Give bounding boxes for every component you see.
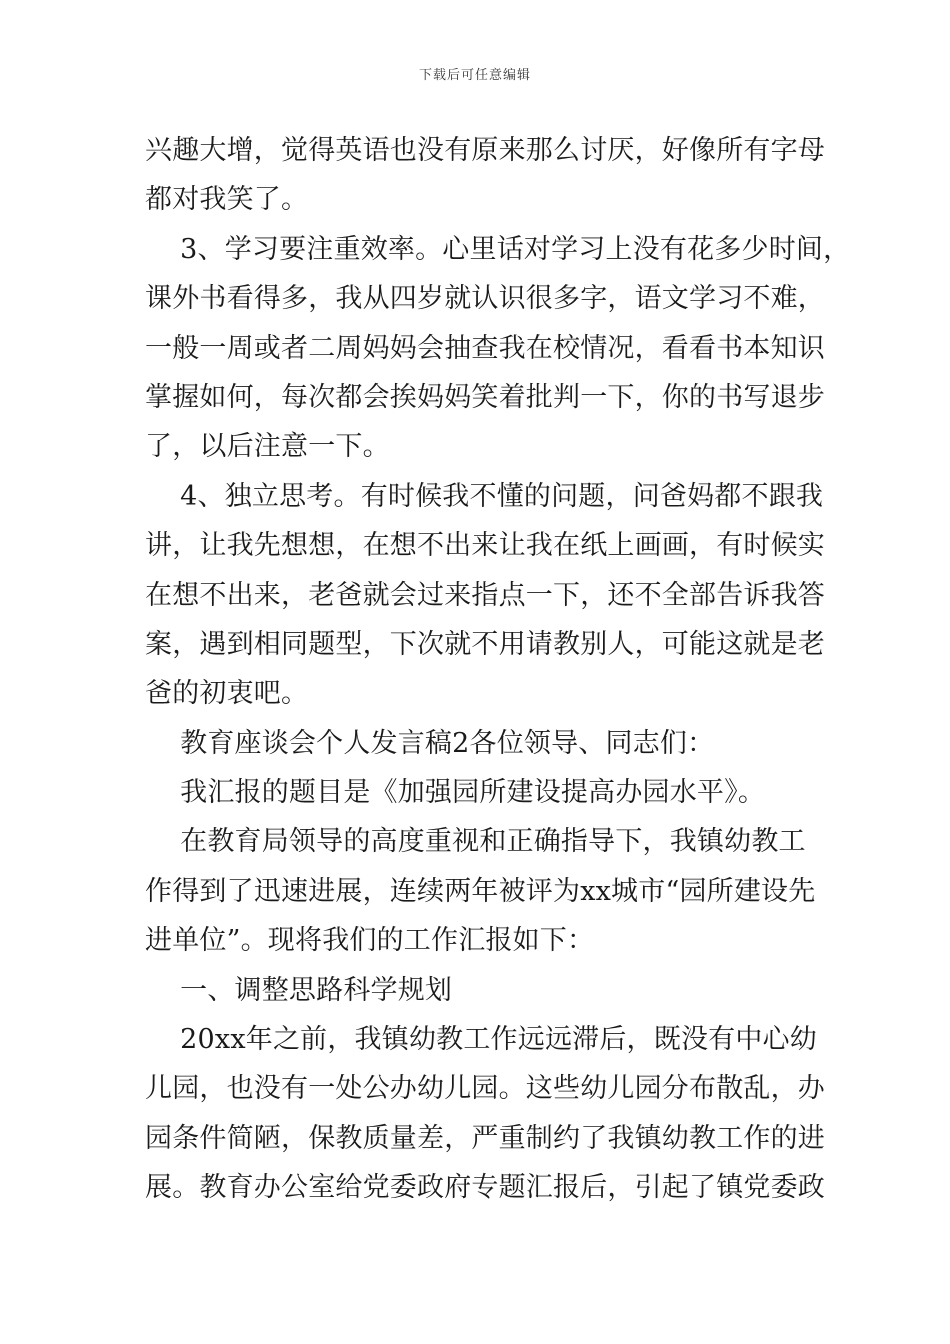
text-line: 园条件简陋，保教质量差，严重制约了我镇幼教工作的进 xyxy=(145,1122,825,1154)
text-line: 作得到了迅速进展，连续两年被评为xx城市“园所建设先 xyxy=(145,875,816,907)
text-line: 展。教育办公室给党委政府专题汇报后，引起了镇党委政 xyxy=(145,1172,825,1204)
text-line: 都对我笑了。 xyxy=(145,184,309,216)
text-line: 教育座谈会个人发言稿2各位领导、同志们： xyxy=(145,727,715,759)
text-line: 爸的初衷吧。 xyxy=(145,678,309,710)
text-line: 在想不出来，老爸就会过来指点一下，还不全部告诉我答 xyxy=(145,579,825,611)
document-body xyxy=(145,126,851,1213)
paragraph xyxy=(145,472,825,719)
paragraph xyxy=(145,768,810,817)
text-line: 一般一周或者二周妈妈会抽查我在校情况，看看书本知识 xyxy=(145,332,825,364)
text-line: 进单位”。现将我们的工作汇报如下： xyxy=(145,925,595,957)
text-line: 在教育局领导的高度重视和正确指导下，我镇幼教工 xyxy=(145,826,806,858)
text-line: 了，以后注意一下。 xyxy=(145,431,390,463)
paragraph xyxy=(145,966,810,1015)
paragraph xyxy=(145,817,816,965)
paragraph xyxy=(145,126,825,225)
text-line: 我汇报的题目是《加强园所建设提高办园水平》。 xyxy=(145,777,766,809)
text-line: 课外书看得多，我从四岁就认识很多字，语文学习不难， xyxy=(145,283,825,315)
text-line: 案，遇到相同题型，下次就不用请教别人，可能这就是老 xyxy=(145,628,825,660)
page-header: 下载后可任意编辑 xyxy=(418,68,531,83)
text-line: 讲，让我先想想，在想不出来让我在纸上画画，有时候实 xyxy=(145,530,825,562)
text-line: 兴趣大增，觉得英语也没有原来那么讨厌，好像所有字母 xyxy=(145,135,825,166)
paragraph xyxy=(145,225,851,472)
text-line: 掌握如何，每次都会挨妈妈笑着批判一下，你的书写退步 xyxy=(145,381,825,413)
paragraph xyxy=(145,719,810,768)
text-line: 20xx年之前，我镇幼教工作远远滞后，既没有中心幼 xyxy=(145,1024,817,1056)
text-line: 儿园，也没有一处公办幼儿园。这些幼儿园分布散乱，办 xyxy=(145,1073,825,1105)
text-line: 4、独立思考。有时候我不懂的问题，问爸妈都不跟我 xyxy=(145,480,824,512)
text-line: 一、调整思路科学规划 xyxy=(145,974,453,1006)
paragraph xyxy=(145,1015,825,1213)
text-line: 3、学习要注重效率。心里话对学习上没有花多少时间， xyxy=(145,233,851,265)
